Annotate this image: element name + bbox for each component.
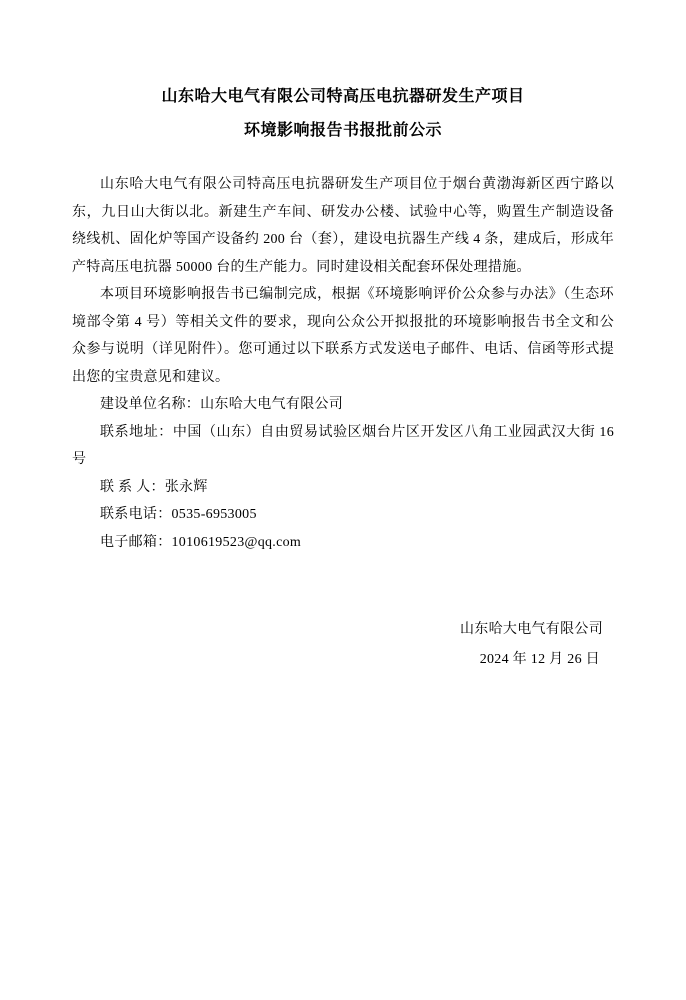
contact-value-person: 张永辉 [164,479,208,495]
contact-line-person [72,474,614,502]
contact-value-email: 1010619523@qq.com [171,534,302,550]
signature-date: 2024 年 12 月 26 日 [479,652,600,667]
contact-line-phone [72,501,614,529]
contact-value-unit-name: 山东哈大电气有限公司 [200,397,344,412]
contact-line-unit-name [72,391,614,419]
contact-label-phone: 联系电话： [100,507,172,522]
contact-value-address: 中国（山东）自由贸易试验区烟台片区开发区八角工业园武汉大街 16 号 [72,424,614,467]
contact-value-phone: 0535-6953005 [171,507,257,522]
contact-line-email [72,529,614,557]
contact-label-unit-name: 建设单位名称： [100,397,201,412]
contact-label-email: 电子邮箱： [100,534,172,550]
contact-line-address [72,419,614,474]
contact-label-person: 联 系 人： [100,479,165,495]
document-body [72,171,614,675]
contact-info-block [72,391,614,556]
document-title [72,80,614,148]
signature-block [72,615,614,675]
paragraph-project-overview: 山东哈大电气有限公司特高压电抗器研发生产项目位于烟台黄渤海新区西宁路以东，九日山大街以北。新建生产车间、研发办公楼、试验中心等，购置生产制造设备绕线机、固化炉等国产设备约 200 台（套），建设电抗器生产线 4 条，建成后，形成年产特高压电抗器 50000 台的生产能力。同时建设相关配套环保处理措施。 [72,177,614,275]
title-line-2: 环境影响报告书报批前公示 [243,122,442,139]
contact-label-address: 联系地址： [100,424,173,440]
title-line-1: 山东哈大电气有限公司特高压电抗器研发生产项目 [161,88,525,105]
paragraph-publicity-notice: 本项目环境影响报告书已编制完成，根据《环境影响评价公众参与办法》（生态环境部令第 4 号）等相关文件的要求，现向公众公开拟报批的环境影响报告书全文和公众参与说明（详见附件）。您可通过以下联系方式发送电子邮件、电话、信函等形式提出您的宝贵意见和建议。 [72,287,614,385]
signature-company: 山东哈大电气有限公司 [460,622,603,637]
